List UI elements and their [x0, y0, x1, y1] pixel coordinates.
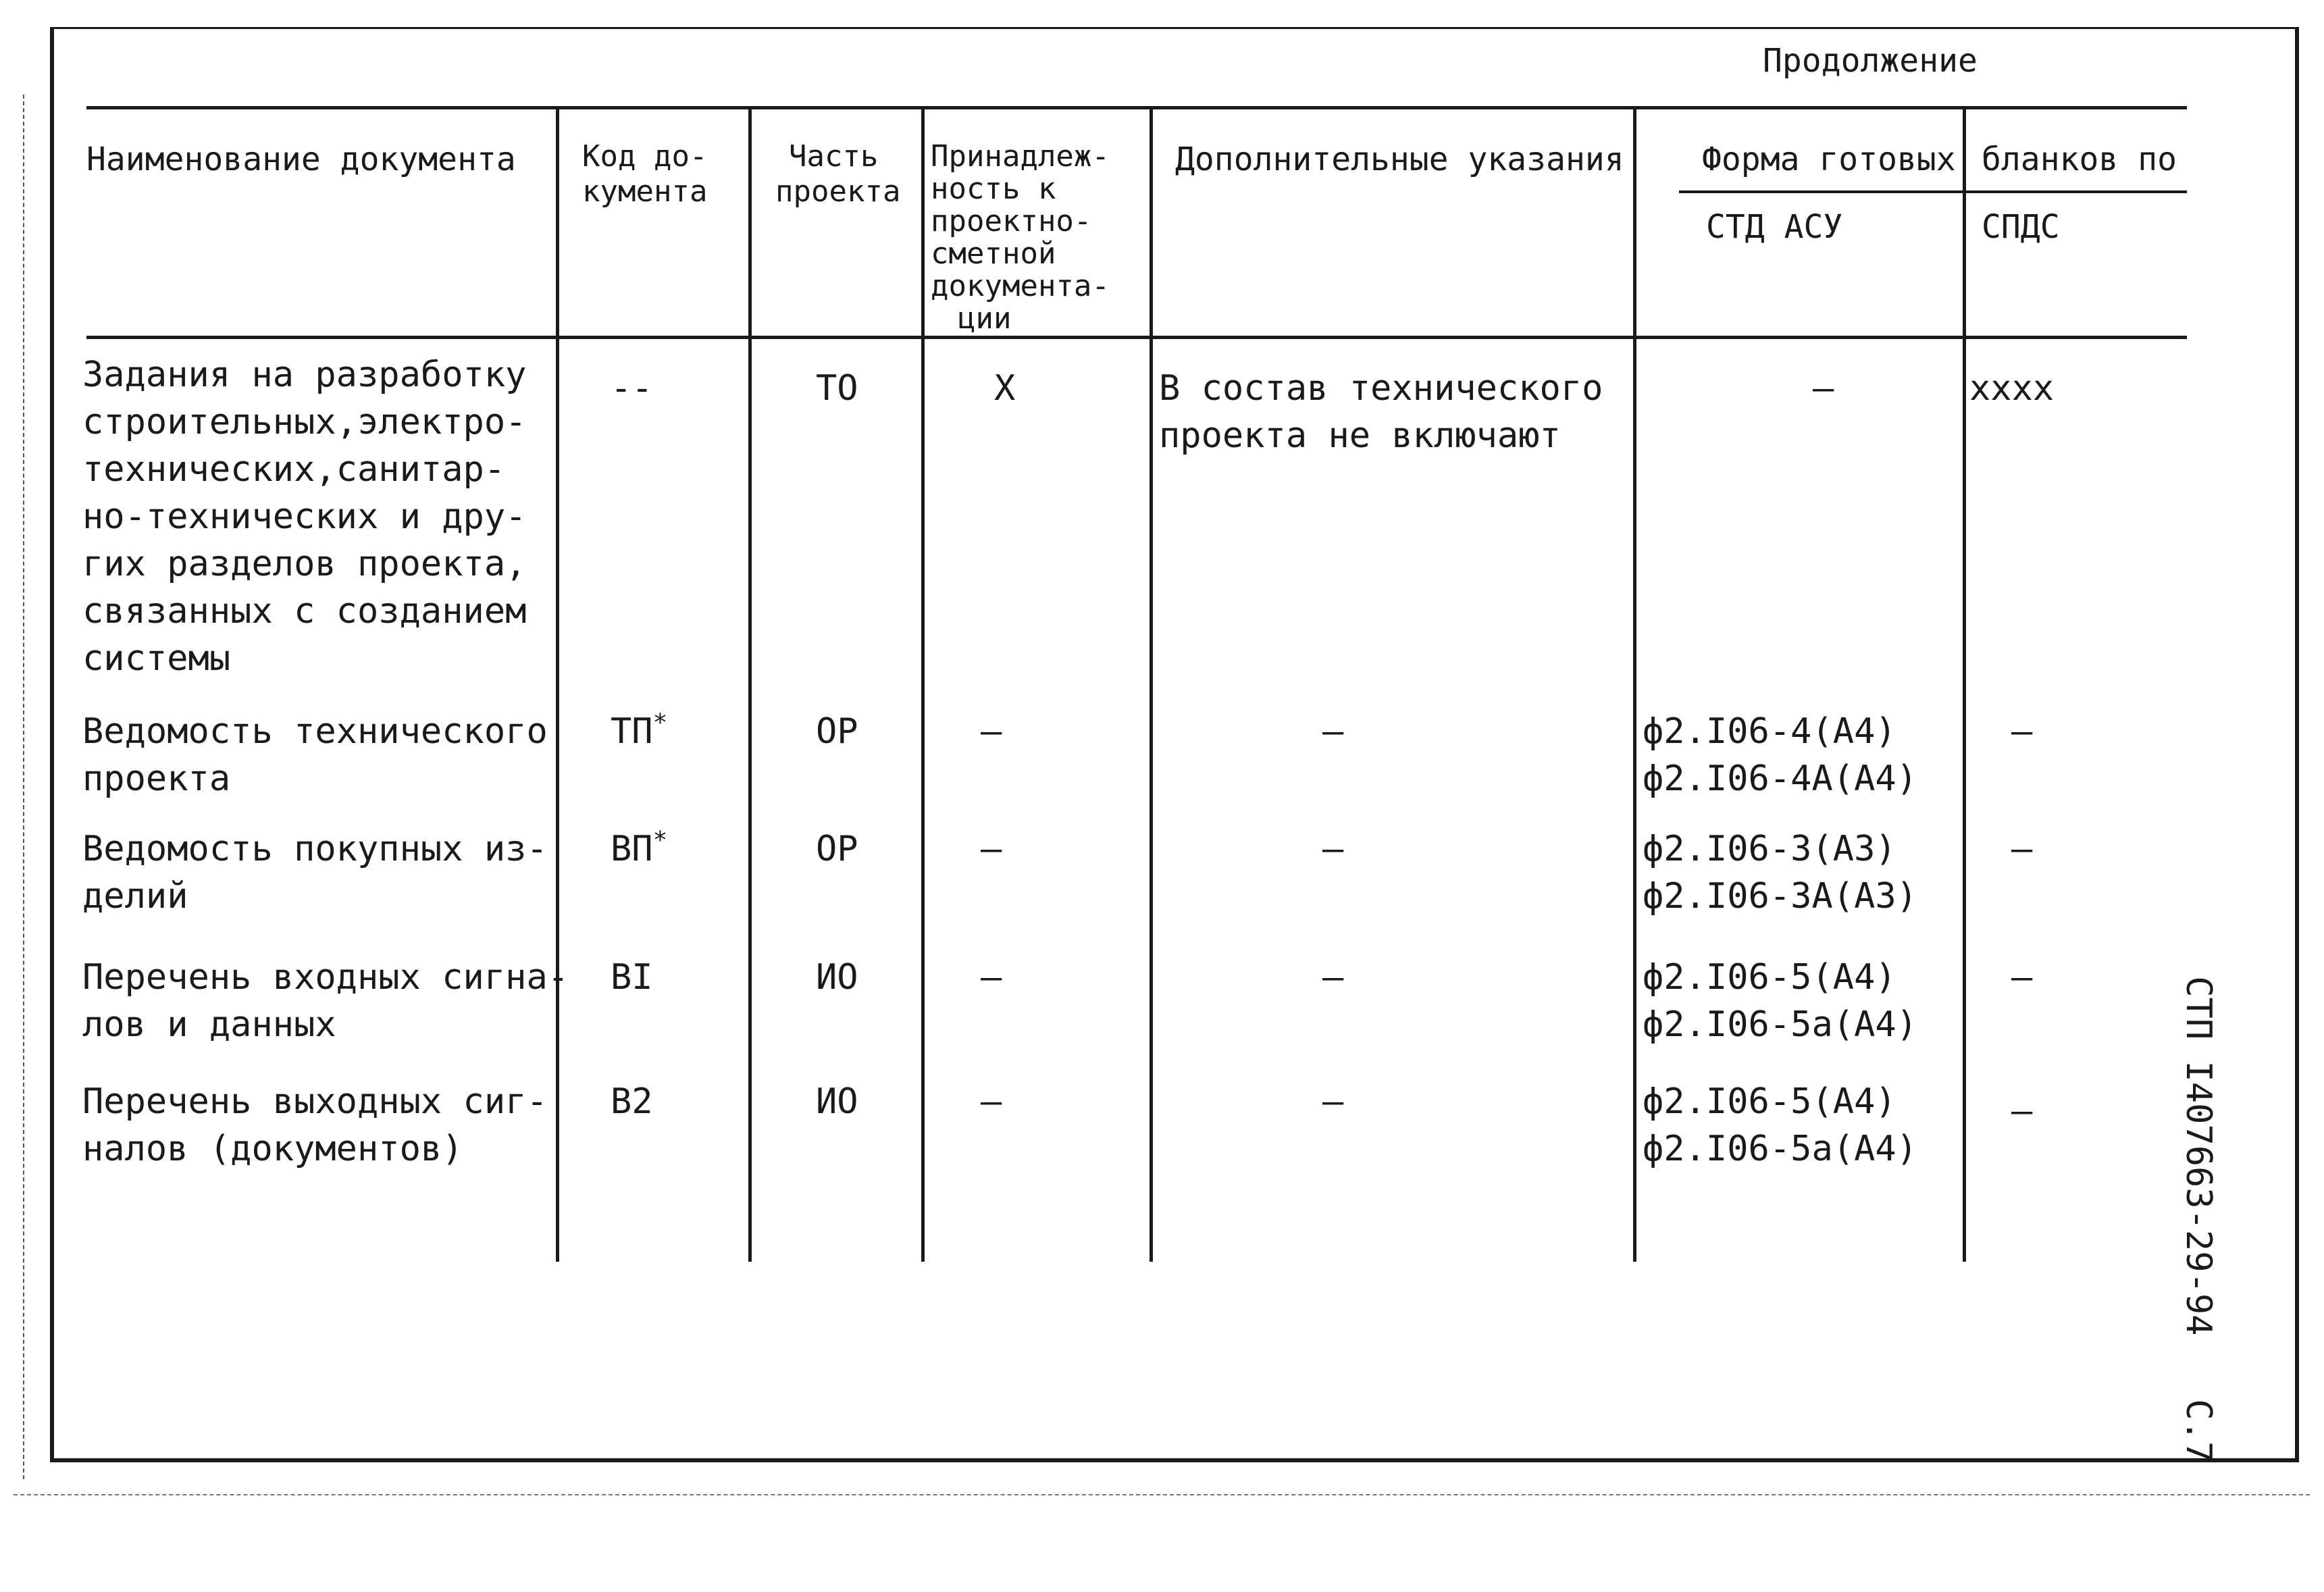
- row5-std-asu-line1: ф2.I06-5(А4): [1643, 1081, 1896, 1122]
- row5-spds: –: [2011, 1091, 2033, 1131]
- row5-notes: –: [1322, 1081, 1344, 1122]
- binding-margin-line: [23, 95, 24, 1479]
- row3-part: ОР: [816, 829, 858, 869]
- row3-code-footnote-mark: *: [652, 826, 668, 854]
- row4-name-line2: лов и данных: [82, 1004, 336, 1045]
- header-belonging-line6: ции: [958, 301, 1012, 336]
- row2-name-line2: проекта: [82, 759, 231, 799]
- row2-name-line1: Ведомость технического: [82, 711, 548, 752]
- row2-code-footnote-mark: *: [652, 709, 668, 737]
- header-belonging-line5: документа-: [931, 269, 1110, 303]
- column-divider-4: [1150, 108, 1153, 1262]
- row1-name-line2: строительных,электро-: [82, 402, 527, 442]
- header-belonging-line4: сметной: [931, 236, 1056, 271]
- scan-bottom-edge: [14, 1494, 2310, 1495]
- header-belonging-line1: Принадлеж-: [931, 139, 1110, 174]
- row5-part: ИО: [816, 1081, 858, 1122]
- header-code-line2: кумента: [582, 174, 708, 209]
- row3-std-asu-line2: ф2.I06-3А(А3): [1643, 876, 1917, 917]
- row5-name-line1: Перечень выходных сиг-: [82, 1081, 548, 1122]
- header-name: Наименование документа: [86, 140, 516, 178]
- header-belonging-line3: проектно-: [931, 204, 1092, 238]
- sheet-designation: [2138, 892, 2259, 1462]
- header-std-asu: СТД АСУ: [1706, 208, 1843, 246]
- row2-code: [611, 708, 667, 755]
- row1-notes-line1: В состав технического: [1159, 368, 1603, 409]
- column-divider-3: [921, 108, 925, 1262]
- row4-spds: –: [2011, 957, 2033, 998]
- row4-part: ИО: [816, 957, 858, 998]
- row2-std-asu-line1: ф2.I06-4(А4): [1643, 711, 1896, 752]
- row3-std-asu-line1: ф2.I06-3(А3): [1643, 829, 1896, 869]
- row4-std-asu-line1: ф2.I06-5(А4): [1643, 957, 1896, 998]
- row1-notes-line2: проекта не включают: [1159, 415, 1561, 456]
- header-bottom-rule: [86, 336, 2187, 339]
- header-belonging-line2: ность к: [931, 172, 1056, 206]
- row4-std-asu-line2: ф2.I06-5а(А4): [1643, 1004, 1917, 1045]
- column-divider-5: [1633, 108, 1636, 1262]
- row4-belonging: –: [981, 957, 1002, 998]
- column-divider-1: [556, 108, 559, 1262]
- header-forms-group-left: Форма готовых: [1702, 140, 1956, 178]
- row3-notes: –: [1322, 829, 1344, 869]
- row1-name-line5: гих разделов проекта,: [82, 544, 527, 584]
- header-part-line1: Часть: [789, 139, 879, 174]
- header-part-line2: проекта: [775, 174, 901, 209]
- column-divider-6: [1963, 108, 1966, 1262]
- row2-notes: –: [1322, 711, 1344, 752]
- row5-name-line2: налов (документов): [82, 1129, 463, 1169]
- row3-spds: –: [2011, 829, 2033, 869]
- row1-name-line7: системы: [82, 638, 231, 679]
- continuation-caption: Продолжение: [1763, 42, 1978, 80]
- row5-std-asu-line2: ф2.I06-5а(А4): [1643, 1129, 1917, 1169]
- row2-std-asu-line2: ф2.I06-4А(А4): [1643, 759, 1917, 799]
- row1-part: ТО: [816, 368, 858, 409]
- row4-code: ВI: [611, 957, 653, 998]
- row1-spds: хххх: [1969, 368, 2055, 409]
- row1-code: --: [611, 368, 653, 409]
- sheet-code: СТП I407663-29-94: [2178, 976, 2219, 1336]
- row4-notes: –: [1322, 957, 1344, 998]
- row1-belonging: Х: [994, 368, 1016, 409]
- row1-name-line4: но-технических и дру-: [82, 496, 527, 537]
- row3-code-text: ВП: [611, 829, 653, 869]
- table-top-rule: [86, 106, 2187, 109]
- row2-code-text: ТП: [611, 711, 653, 752]
- header-spds: СПДС: [1982, 208, 2060, 246]
- header-notes: Дополнительные указания: [1175, 140, 1624, 178]
- header-forms-group-right: бланков по: [1982, 140, 2177, 178]
- column-divider-2: [748, 108, 752, 1262]
- row4-name-line1: Перечень входных сигна-: [82, 957, 569, 998]
- row1-name-line6: связанных с созданием: [82, 591, 527, 632]
- row3-belonging: –: [981, 829, 1002, 869]
- row1-name-line1: Задания на разработку: [82, 355, 527, 395]
- row5-belonging: –: [981, 1081, 1002, 1122]
- row1-name-line3: технических,санитар-: [82, 449, 506, 490]
- row3-name-line2: делий: [82, 876, 188, 917]
- row2-part: ОР: [816, 711, 858, 752]
- row2-belonging: –: [981, 711, 1002, 752]
- header-code-line1: Код до-: [582, 139, 708, 174]
- forms-subheader-rule: [1679, 190, 2187, 193]
- sheet-page-number: С.7: [2178, 1399, 2219, 1463]
- row3-code: [611, 825, 667, 873]
- row5-code: В2: [611, 1081, 653, 1122]
- row2-spds: –: [2011, 711, 2033, 752]
- row1-std-asu: –: [1813, 368, 1834, 409]
- row3-name-line1: Ведомость покупных из-: [82, 829, 548, 869]
